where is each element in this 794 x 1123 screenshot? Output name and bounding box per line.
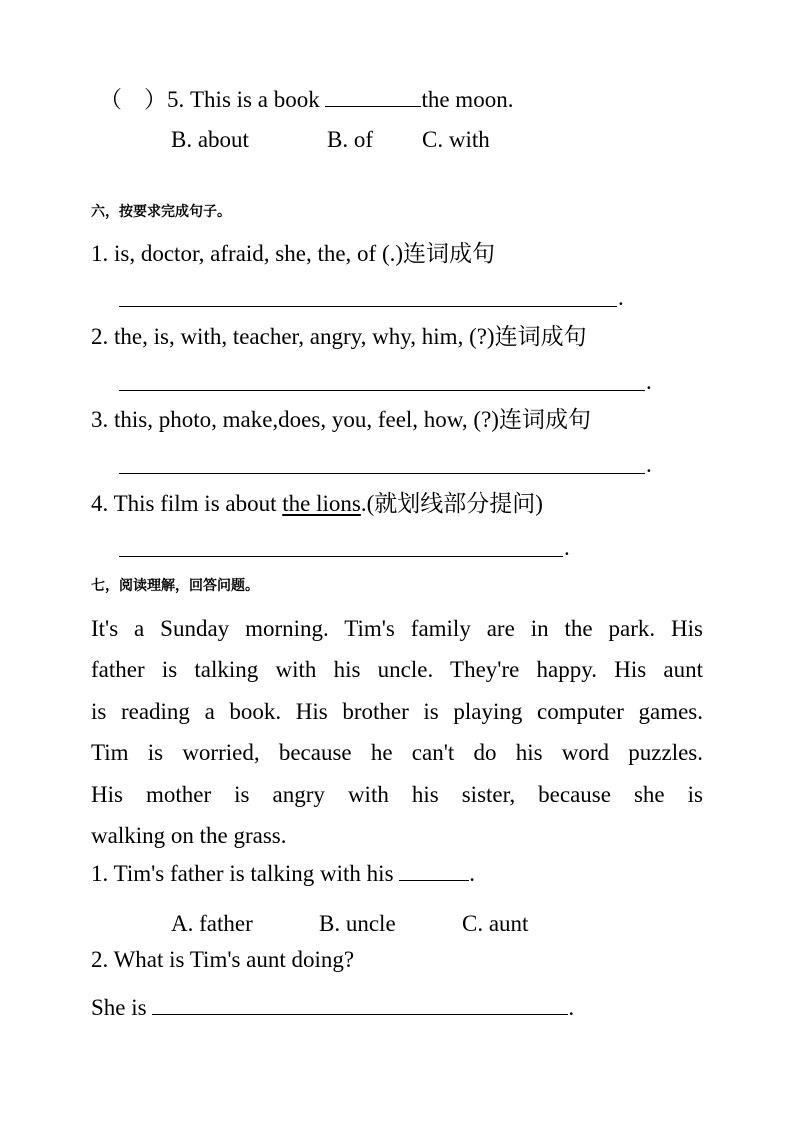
reading-q1-option-c-aunt[interactable]: C. aunt — [462, 911, 529, 936]
section6-item-1: 1. is, doctor, afraid, she, the, of (.)连词成句 — [91, 241, 496, 266]
section6-item-3: 3. this, photo, make,does, you, feel, how, (?)连词成句 — [91, 407, 591, 432]
reading-q2-answer — [91, 992, 574, 1022]
passage-row: walking on the grass. — [91, 822, 287, 848]
q5-option-b-about[interactable]: B. about — [171, 127, 249, 152]
passage-row: is reading a book. His brother is playing computer games. — [91, 698, 703, 724]
reading-q1-option-b-uncle[interactable]: B. uncle — [319, 911, 396, 936]
q5-stem — [99, 84, 513, 114]
section7-heading: 七，阅读理解，回答问题。 — [91, 578, 259, 594]
q5-stem-suffix: the moon. — [421, 87, 514, 112]
q5-blank[interactable] — [325, 84, 421, 107]
reading-q1-end: . — [469, 861, 476, 886]
section6-item-4 — [91, 490, 543, 518]
reading-q2-answer-prefix: She is — [91, 995, 147, 1020]
q5-option-b-of[interactable]: B. of — [327, 127, 373, 152]
reading-q2-stem: 2. What is Tim's aunt doing? — [91, 947, 355, 972]
q5-option-c-with[interactable]: C. with — [422, 127, 490, 152]
reading-passage — [91, 608, 703, 856]
q5-bracket-open: （ — [99, 87, 122, 112]
section6-item-4-underlined: the lions — [282, 491, 361, 516]
reading-q1-stem-text: 1. Tim's father is talking with his — [91, 861, 394, 886]
passage-row: It's a Sunday morning. Tim's family are in the park. His — [91, 616, 703, 641]
section6-item-3-answer-line[interactable] — [119, 473, 645, 474]
q5-stem-prefix: 5. This is a book — [167, 87, 320, 112]
section6-item-2-answer-line[interactable] — [119, 390, 645, 391]
section6-item-4-suffix: .(就划线部分提问) — [360, 491, 543, 516]
section6-item-4-answer-line[interactable] — [119, 556, 563, 557]
passage-row: His mother is angry with his sister, because she is — [91, 781, 703, 807]
passage-row: Tim is worried, because he can't do his word puzzles. — [91, 740, 703, 766]
section6-item-4-prefix: 4. This film is about — [91, 491, 283, 516]
reading-q2-answer-blank[interactable] — [152, 992, 568, 1015]
section6-item-3-end: . — [646, 452, 652, 477]
reading-q1-stem — [91, 858, 475, 888]
section6-item-2-end: . — [646, 369, 652, 394]
section6-heading: 六，按要求完成句子。 — [91, 204, 231, 220]
reading-q1-option-a-father[interactable]: A. father — [171, 911, 253, 936]
section6-item-1-end: . — [618, 285, 624, 310]
section6-item-1-answer-line[interactable] — [119, 306, 617, 307]
section6-item-4-end: . — [564, 535, 570, 560]
passage-row: father is talking with his uncle. They're happy. His aunt — [91, 657, 703, 683]
section6-item-2: 2. the, is, with, teacher, angry, why, him, (?)连词成句 — [91, 324, 587, 349]
reading-q2-end: . — [568, 995, 575, 1020]
q5-bracket-close: ） — [144, 87, 167, 112]
reading-q1-blank[interactable] — [399, 858, 469, 881]
